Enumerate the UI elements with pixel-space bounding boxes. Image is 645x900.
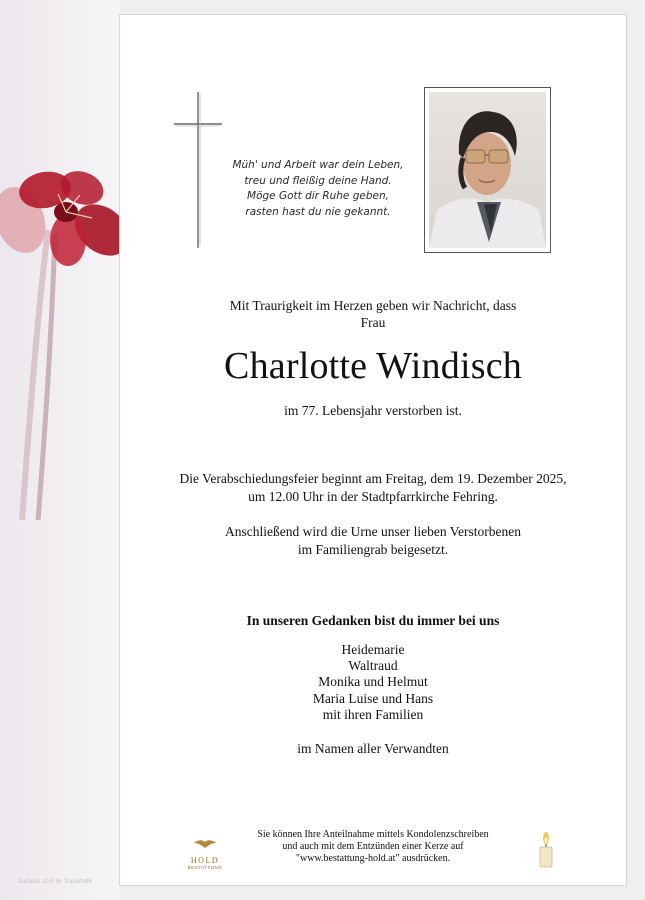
portrait-photo	[424, 87, 551, 253]
poem-line: rasten hast du nie gekannt.	[245, 205, 391, 218]
urn-line: im Familiengrab beigesetzt.	[297, 541, 449, 557]
cross-icon	[172, 90, 224, 250]
funeral-home-logo	[185, 838, 225, 870]
age-text: im 77. Lebensjahr verstorben ist.	[284, 403, 462, 418]
logo-name: HOLD	[190, 856, 220, 865]
deceased-name: Charlotte Windisch	[224, 345, 522, 387]
poem-line: Müh' und Arbeit war dein Leben,	[232, 159, 404, 171]
mourner-name: Waltraud	[348, 658, 398, 674]
intro-text	[119, 297, 627, 331]
footer-link-line[interactable]: "www.bestattung-hold.at" ausdrücken.	[295, 853, 451, 864]
footer-line: und auch mit dem Entzünden einer Kerze auf	[282, 841, 464, 852]
eagle-icon	[193, 839, 217, 851]
candle-icon[interactable]	[538, 832, 554, 868]
memorial-poem	[230, 158, 406, 220]
mourners-list	[119, 642, 627, 723]
urn-burial-info	[119, 523, 627, 558]
relatives-line: im Namen aller Verwandten	[297, 741, 449, 756]
poem-line: treu und fleißig deine Hand.	[244, 174, 392, 187]
condolence-footer	[230, 829, 516, 865]
remembrance-heading: In unseren Gedanken bist du immer bei uns	[246, 613, 500, 628]
intro-line: Mit Traurigkeit im Herzen geben wir Nachricht, dass	[229, 298, 517, 313]
ceremony-line: Die Verabschiedungsfeier beginnt am Freitag, dem 19. Dezember 2025,	[179, 471, 567, 486]
logo-subtitle: BESTATTUNG	[187, 865, 223, 870]
mourner-name: Monika und Helmut	[318, 674, 428, 690]
intro-salutation: Frau	[360, 315, 386, 330]
mourner-name: mit ihren Familien	[322, 706, 424, 722]
footer-line: Sie können Ihre Anteilnahme mittels Kondolenzschreiben	[257, 829, 489, 840]
poem-line: Möge Gott dir Ruhe geben,	[247, 190, 389, 202]
mourner-name: Maria Luise und Hans	[312, 690, 434, 706]
image-credit: Sarbach 10-8 by Trauerhilfe	[18, 879, 93, 885]
urn-line: Anschließend wird die Urne unser lieben Verstorbenen	[225, 524, 521, 539]
ceremony-line: um 12.00 Uhr in der Stadtpfarrkirche Fehring.	[248, 488, 498, 504]
ceremony-info	[119, 470, 627, 505]
mourner-name: Heidemarie	[341, 642, 405, 657]
